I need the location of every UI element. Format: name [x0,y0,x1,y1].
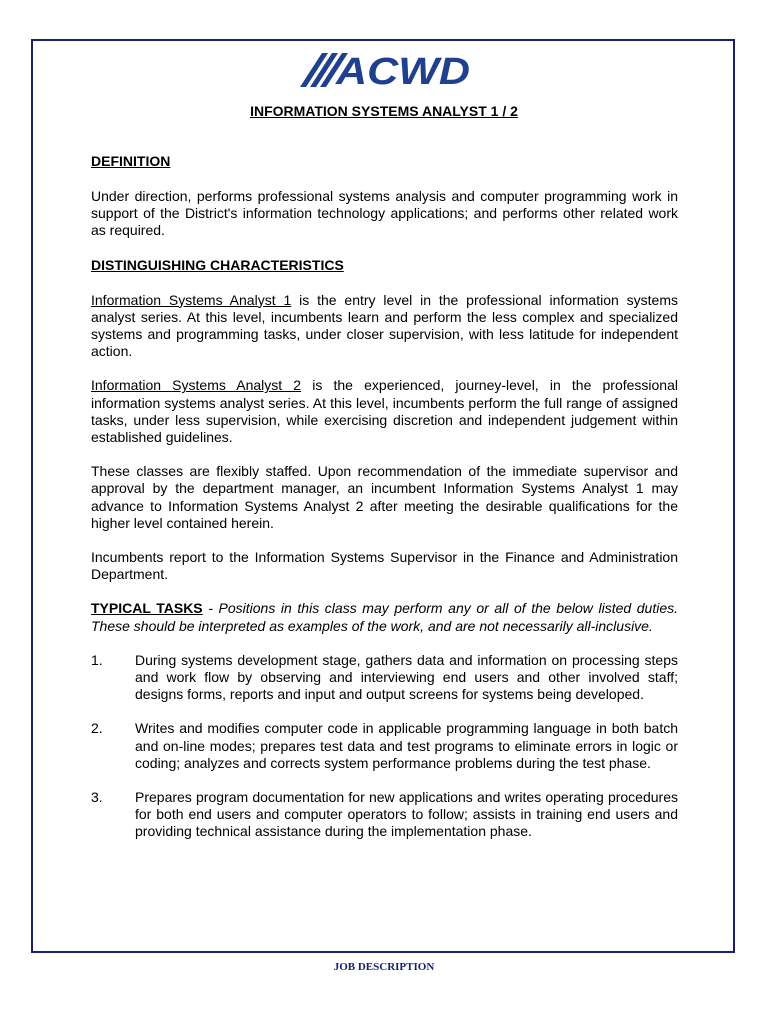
footer-label: JOB DESCRIPTION [333,961,435,973]
task-text: Prepares program documentation for new applications and writes operating procedures for both end users and computer operators to follow; assists in training end users and providing technical assistance during the implementation phase. [135,789,678,840]
distinguishing-heading: DISTINGUISHING CHARACTERISTICS [91,256,344,273]
isa2-text: is the experienced, journey-level, in the professional information systems analyst series. At this level, incumbents perform the full range of assigned tasks, under less supervision, while exercising discretion and independent judgement within established guidelines. [91,377,678,446]
isa1-term: Information Systems Analyst 1 [91,291,292,308]
task-text: Writes and modifies computer code in applicable programming language in both batch and on-line modes; prepares test data and test programs to eliminate errors in logic or coding; analyzes and corrects system performance problems during the test phase. [135,720,678,771]
isa1-paragraph [91,292,678,361]
task-item [91,789,678,841]
task-list [91,652,678,841]
isa2-paragraph [91,377,678,446]
staffing-paragraph: These classes are flexibly staffed. Upon recommendation of the immediate supervisor and approval by the department manager, an incumbent Information Systems Analyst 1 may advance to Information Systems Analyst 2 after meeting the desirable qualifications for the higher level contained herein. [91,463,678,531]
document-body [91,153,678,841]
acwd-logo-graphic [292,49,472,89]
definition-heading: DEFINITION [91,153,171,169]
task-item [91,720,678,772]
task-number: 1. [91,651,103,668]
page-title: INFORMATION SYSTEMS ANALYST 1 / 2 [250,103,518,119]
definition-text: Under direction, performs professional systems analysis and computer programming work in support of the District's information technology applications; and performs other related work as required. [91,188,678,239]
reporting-paragraph: Incumbents report to the Information Systems Supervisor in the Finance and Administration Department. [91,549,678,583]
task-number: 2. [91,720,103,737]
task-text: During systems development stage, gathers data and information on processing steps and work flow by observing and interviewing end users and other involved staff; designs forms, reports and input and output screens for systems being developed. [135,651,678,703]
task-item [91,652,678,704]
typical-tasks-intro [91,600,678,634]
svg-text:ACWD: ACWD [334,51,470,89]
isa1-text: is the entry level in the professional information systems analyst series. At this level, incumbents learn and perform the less complex and specialized systems and programming tasks, under closer supervision, with less latitude for independent action. [91,291,678,360]
isa2-term: Information Systems Analyst 2 [91,377,302,394]
typical-tasks-note: - Positions in this class may perform any or all of the below listed duties. These should be interpreted as examples of the work, and are not necessarily all-inclusive. [91,600,679,634]
task-number: 3. [91,789,103,806]
typical-tasks-heading: TYPICAL TASKS [91,600,203,617]
acwd-logo [292,49,472,89]
